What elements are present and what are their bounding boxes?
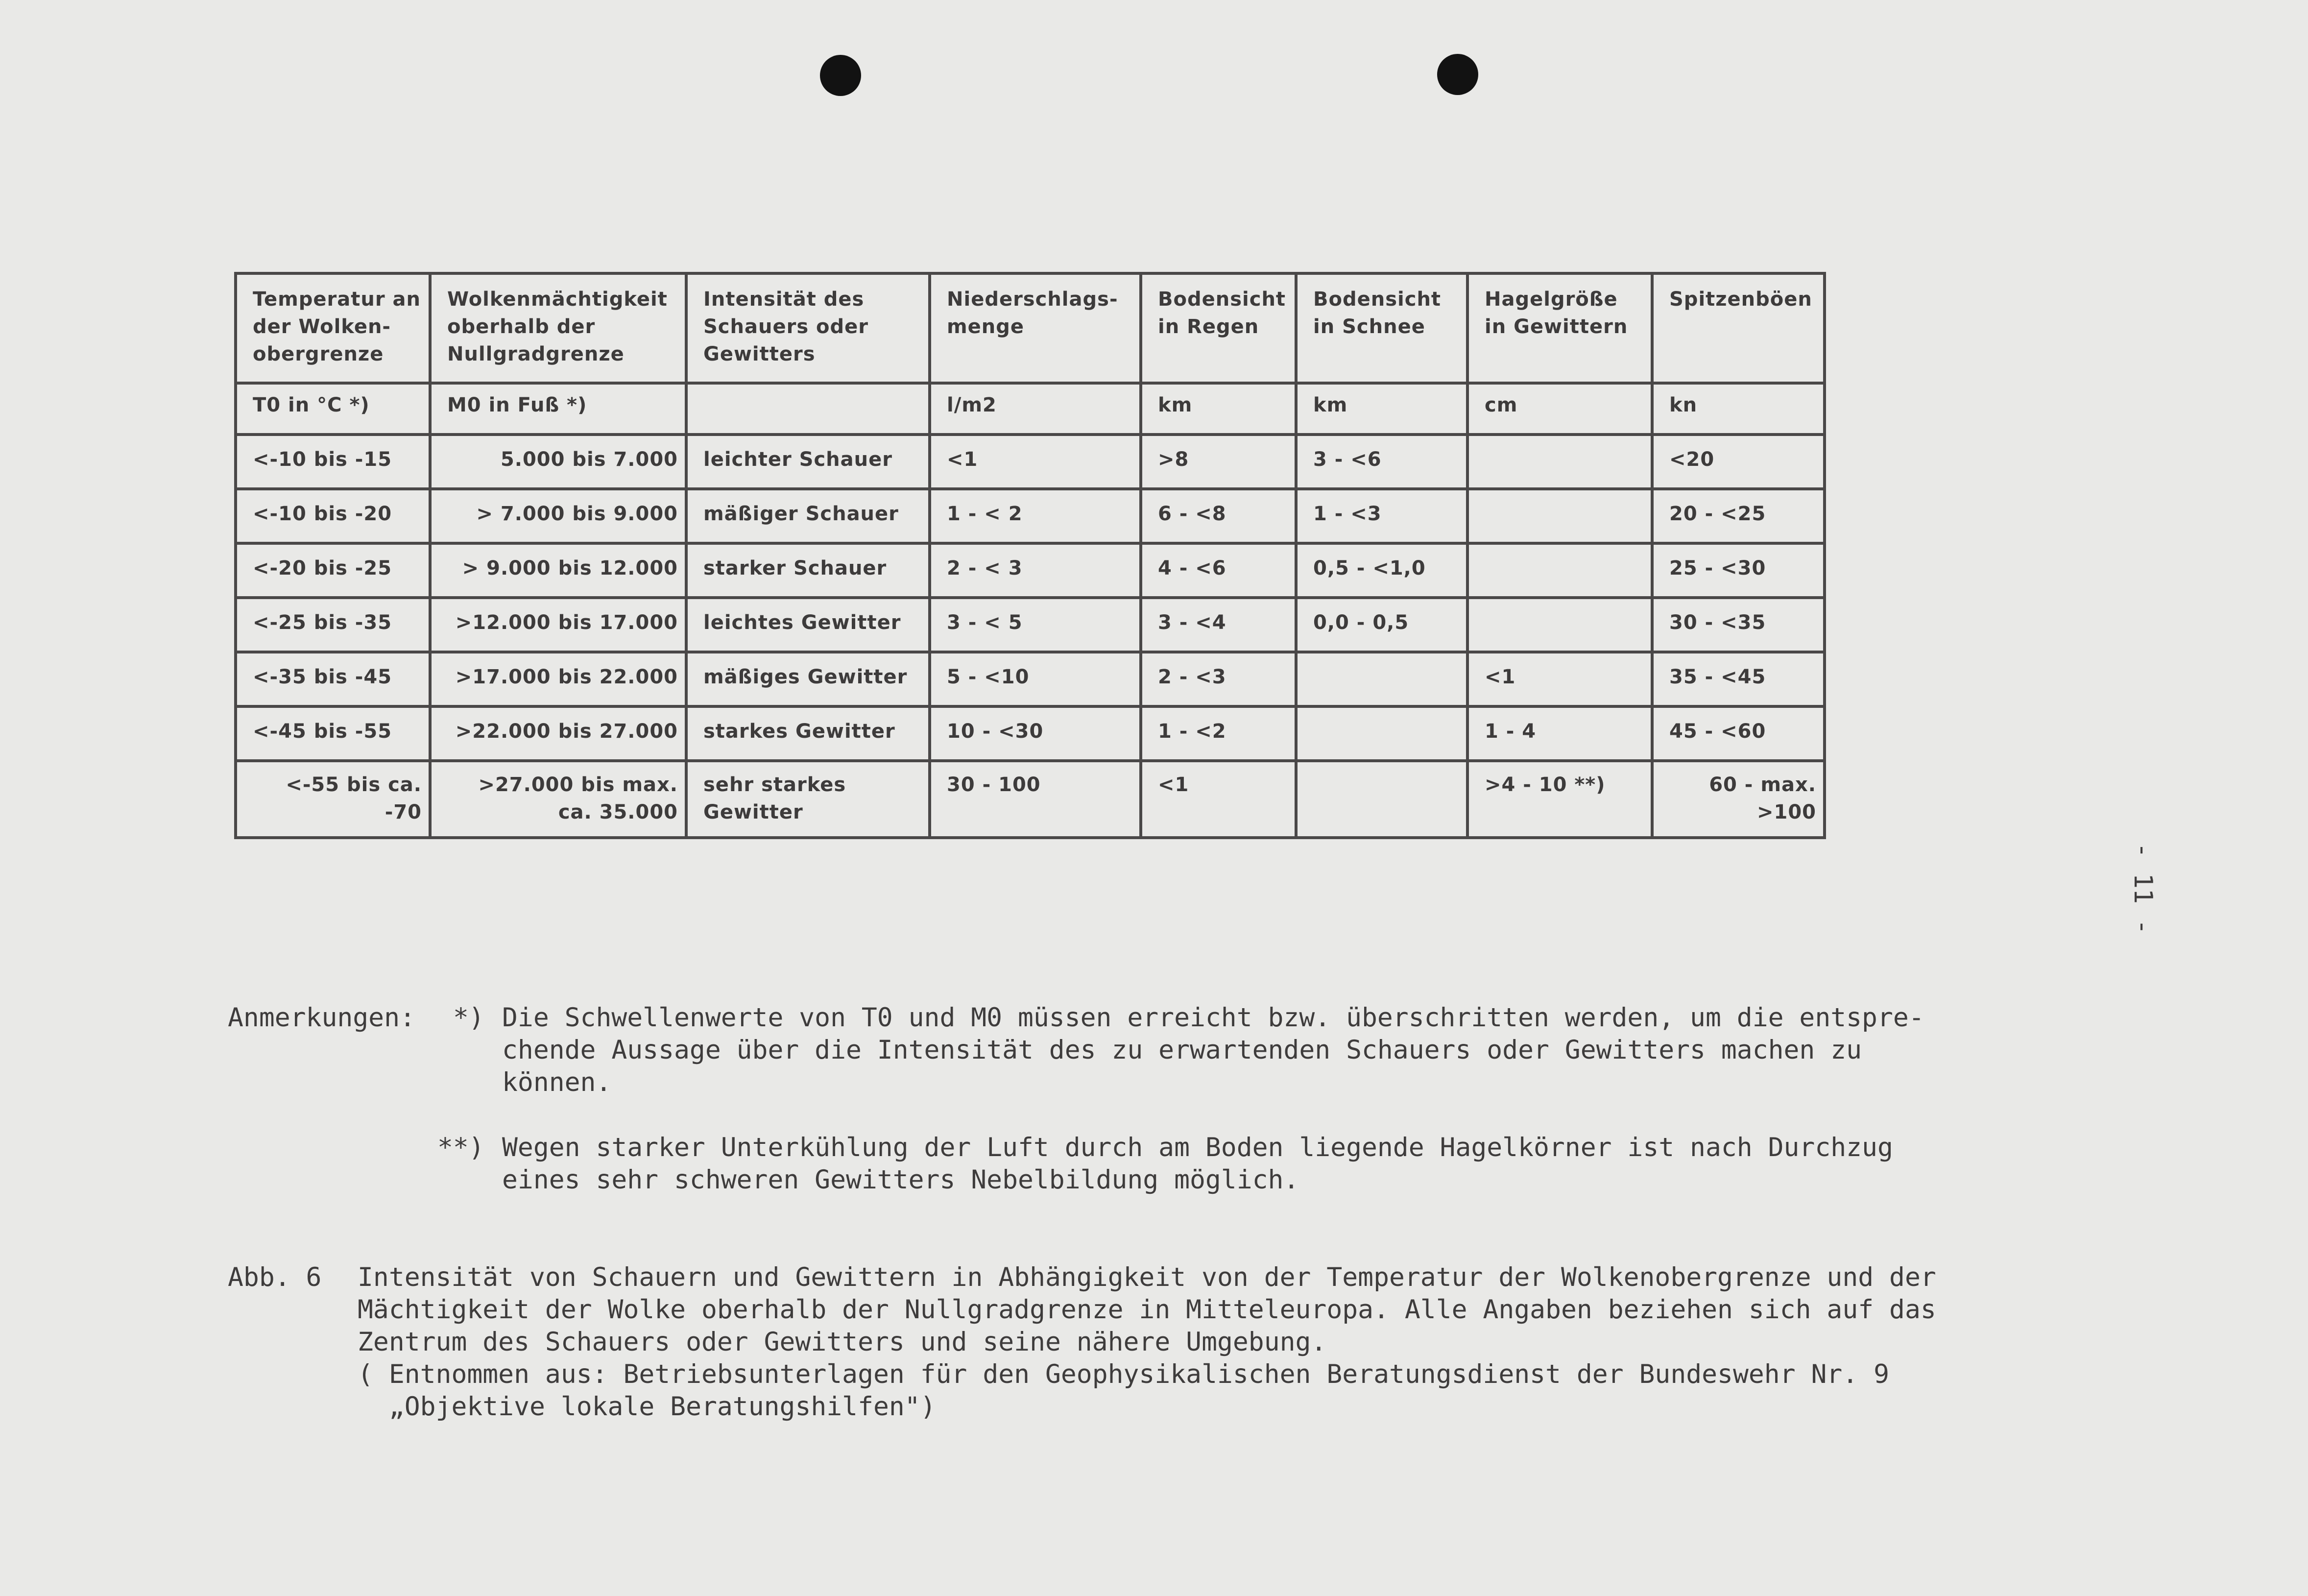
table-cell: 0,0 - 0,5 bbox=[1296, 598, 1467, 652]
table-cell: <20 bbox=[1652, 435, 1825, 489]
table-cell: >8 bbox=[1141, 435, 1296, 489]
table-cell: <-10 bis -20 bbox=[236, 489, 430, 543]
header-cell: Temperatur an der Wolken- obergrenze bbox=[236, 273, 430, 383]
table-cell: 3 - <4 bbox=[1141, 598, 1296, 652]
header-cell: Bodensicht in Schnee bbox=[1296, 273, 1467, 383]
table-cell bbox=[1296, 652, 1467, 706]
note-marker: **) bbox=[437, 1133, 484, 1162]
table-cell bbox=[1467, 435, 1652, 489]
header-cell: Hagelgröße in Gewittern bbox=[1467, 273, 1652, 383]
table-cell: >22.000 bis 27.000 bbox=[430, 706, 686, 761]
table-row bbox=[236, 761, 1825, 838]
unit-cell: l/m2 bbox=[930, 383, 1141, 435]
unit-cell: M0 in Fuß *) bbox=[430, 383, 686, 435]
table-cell: 1 - <2 bbox=[1141, 706, 1296, 761]
table-row bbox=[236, 543, 1825, 598]
unit-cell bbox=[686, 383, 930, 435]
table-cell: >17.000 bis 22.000 bbox=[430, 652, 686, 706]
table-cell: 6 - <8 bbox=[1141, 489, 1296, 543]
header-cell: Wolkenmächtigkeit oberhalb der Nullgradgrenze bbox=[430, 273, 686, 383]
table-row bbox=[236, 489, 1825, 543]
note-text: Wegen starker Unterkühlung der Luft durch am Boden liegende Hagelkörner ist nach Durchzug eines sehr schweren Gewitters Nebelbildung möglich. bbox=[502, 1133, 1893, 1195]
table-cell: <-20 bis -25 bbox=[236, 543, 430, 598]
table-cell: 45 - <60 bbox=[1652, 706, 1825, 761]
table-cell: 60 - max. >100 bbox=[1652, 761, 1825, 838]
header-cell: Intensität des Schauers oder Gewitters bbox=[686, 273, 930, 383]
table-cell: >27.000 bis max. ca. 35.000 bbox=[430, 761, 686, 838]
table-cell: 4 - <6 bbox=[1141, 543, 1296, 598]
notes-label: Anmerkungen: bbox=[228, 1003, 415, 1033]
table-cell: <-10 bis -15 bbox=[236, 435, 430, 489]
table-cell: >12.000 bis 17.000 bbox=[430, 598, 686, 652]
table-cell: 1 - <3 bbox=[1296, 489, 1467, 543]
table-cell: <-45 bis -55 bbox=[236, 706, 430, 761]
header-cell: Bodensicht in Regen bbox=[1141, 273, 1296, 383]
table-cell: > 9.000 bis 12.000 bbox=[430, 543, 686, 598]
table-cell: 35 - <45 bbox=[1652, 652, 1825, 706]
unit-cell: T0 in °C *) bbox=[236, 383, 430, 435]
weather-intensity-table bbox=[234, 272, 1826, 839]
table-row bbox=[236, 706, 1825, 761]
table-cell: mäßiges Gewitter bbox=[686, 652, 930, 706]
table-cell: 3 - <6 bbox=[1296, 435, 1467, 489]
table-cell bbox=[1296, 761, 1467, 838]
table-cell: <-35 bis -45 bbox=[236, 652, 430, 706]
punch-hole-left bbox=[820, 55, 861, 96]
table-cell bbox=[1467, 543, 1652, 598]
table-cell: 25 - <30 bbox=[1652, 543, 1825, 598]
unit-cell: kn bbox=[1652, 383, 1825, 435]
table-cell bbox=[1467, 489, 1652, 543]
figure-caption: Intensität von Schauern und Gewittern in Abhängigkeit von der Temperatur der Wolkenobergrenze und der Mächtigkeit der Wolke oberhalb der Nullgradgrenze in Mitteleuropa. Alle Angaben beziehen sich auf das Zentrum des Schauers oder Gewitters und seine nähere Umgebung. ( Entnommen aus: Betriebsunterlagen für den Geophysikalischen Beratungsdienst der Bundeswehr Nr. 9 „Objektive lokale Beratungshilfen") bbox=[358, 1262, 1936, 1422]
table-cell: 30 - <35 bbox=[1652, 598, 1825, 652]
table-cell: 5 - <10 bbox=[930, 652, 1141, 706]
figure-label: Abb. 6 bbox=[228, 1262, 322, 1292]
table-cell bbox=[1467, 598, 1652, 652]
note-text: Die Schwellenwerte von T0 und M0 müssen erreicht bzw. überschritten werden, um die entspre- chende Aussage über die Intensität des zu erwartenden Schauers oder Gewitters machen zu können. bbox=[502, 1003, 1924, 1097]
table-cell: 30 - 100 bbox=[930, 761, 1141, 838]
table-cell: <-55 bis ca. -70 bbox=[236, 761, 430, 838]
table-cell: starkes Gewitter bbox=[686, 706, 930, 761]
table-cell bbox=[1296, 706, 1467, 761]
table-cell: <-25 bis -35 bbox=[236, 598, 430, 652]
table-cell: 1 - < 2 bbox=[930, 489, 1141, 543]
table-cell: 0,5 - <1,0 bbox=[1296, 543, 1467, 598]
header-cell: Spitzenböen bbox=[1652, 273, 1825, 383]
table-cell: <1 bbox=[1467, 652, 1652, 706]
table-cell: 1 - 4 bbox=[1467, 706, 1652, 761]
table-cell: <1 bbox=[1141, 761, 1296, 838]
table-cell: leichter Schauer bbox=[686, 435, 930, 489]
table-row bbox=[236, 598, 1825, 652]
table-cell: 20 - <25 bbox=[1652, 489, 1825, 543]
table-cell: 3 - < 5 bbox=[930, 598, 1141, 652]
table-cell: 5.000 bis 7.000 bbox=[430, 435, 686, 489]
table-cell: 2 - < 3 bbox=[930, 543, 1141, 598]
table-row bbox=[236, 652, 1825, 706]
table-header-row bbox=[236, 273, 1825, 383]
header-cell: Niederschlags- menge bbox=[930, 273, 1141, 383]
punch-hole-right bbox=[1437, 54, 1478, 95]
page-number: - 11 - bbox=[2128, 843, 2158, 935]
table-cell: leichtes Gewitter bbox=[686, 598, 930, 652]
table-row bbox=[236, 435, 1825, 489]
table-cell: 10 - <30 bbox=[930, 706, 1141, 761]
table-cell: 2 - <3 bbox=[1141, 652, 1296, 706]
note-marker: *) bbox=[453, 1003, 484, 1033]
table-cell: <1 bbox=[930, 435, 1141, 489]
unit-cell: cm bbox=[1467, 383, 1652, 435]
table-cell: >4 - 10 **) bbox=[1467, 761, 1652, 838]
table-unit-row bbox=[236, 383, 1825, 435]
table-cell: > 7.000 bis 9.000 bbox=[430, 489, 686, 543]
table-cell: mäßiger Schauer bbox=[686, 489, 930, 543]
table-cell: sehr starkes Gewitter bbox=[686, 761, 930, 838]
unit-cell: km bbox=[1141, 383, 1296, 435]
table-cell: starker Schauer bbox=[686, 543, 930, 598]
unit-cell: km bbox=[1296, 383, 1467, 435]
